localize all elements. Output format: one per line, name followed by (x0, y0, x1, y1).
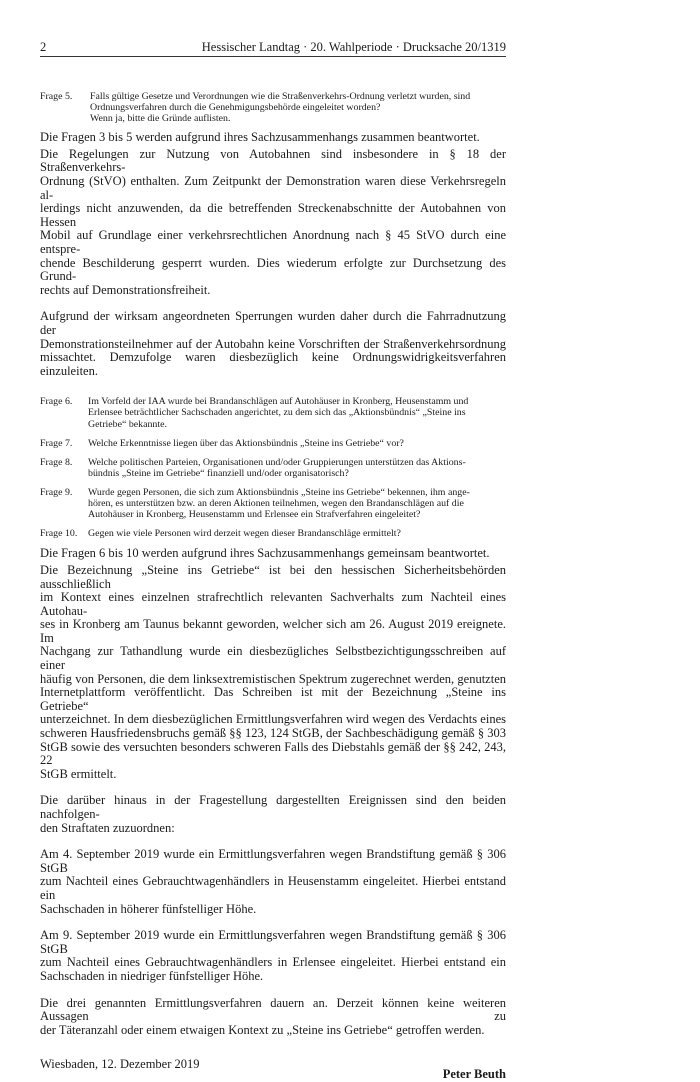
header-title: Hessischer Landtag · 20. Wahlperiode · Drucksache 20/1319 (201, 40, 506, 54)
question-line: Falls gültige Gesetze und Verordnungen wie die Straßenverkehrs-Ordnung verletzt wurden, sind (90, 91, 471, 102)
question-text: Welche Erkenntnisse liegen über das Aktionsbündnis „Steine ins Getriebe“ vor? (88, 437, 404, 449)
question-text: Welche politischen Parteien, Organisationen und/oder Gruppierungen unterstützen das Aktions- bündnis „Steine im Getriebe“ finanziell und/oder organisatorisch? (88, 456, 466, 479)
document-page (40, 38, 506, 1082)
question-label: Frage 7. (40, 437, 73, 449)
answer-6-10-paragraph-3: Am 4. September 2019 wurde ein Ermittlungsverfahren wegen Brandstiftung gemäß § 306 StGB zum Nachteil eines Gebrauchtwagenhändlers in Heusenstamm eingeleitet. Hierbei entstand ein Sachschaden in höherer fünfstelliger Höhe. (40, 847, 506, 916)
question-label: Frage 5. (40, 91, 73, 102)
answer-3-5-paragraph-2: Aufgrund der wirksam angeordneten Sperrungen wurden daher durch die Fahrradnutzung der Demonstrationsteilnehmer auf der Autobahn keine Vorschriften der Straßenverkehrsordnung missachtet. Demzufolge waren diesbezüglich keine Ordnungswidrigkeitsverfahren einzuleiten. (40, 309, 506, 378)
answer-6-10-paragraph-4: Am 9. September 2019 wurde ein Ermittlungsverfahren wegen Brandstiftung gemäß § 306 StGB zum Nachteil eines Gebrauchtwagenhändlers in Erlensee eingeleitet. Hierbei entstand ein Sachschaden in niedriger fünfstelliger Höhe. (40, 928, 506, 983)
question-line: Ordnungsverfahren durch die Genehmigungsbehörde eingeleitet worden? (90, 102, 381, 114)
question-text (90, 91, 506, 124)
answer-6-10-paragraph-1: Die Bezeichnung „Steine ins Getriebe“ ist bei den hessischen Sicherheitsbehörden ausschließlich im Kontext eines einzelnen strafrechtlich relevanten Sachverhalts zum Nachteil eines Autohau- ses in Kronberg am Taunus bekannt geworden, welcher sich am 26. August 2019 ereignete. Im Nachgang zur Tathandlung wurde ein diesbezügliches Selbstbezichtigungsschreiben auf einer häufig von Personen, die dem linksextremistischen Spektrum zugerechnet werden, genutzten Internetplattform veröffentlicht. Das Schreiben ist mit der Bezeichnung „Steine ins Getriebe“ unterzeichnet. In dem diesbezüglichen Ermittlungsverfahren wird wegen des Verdachts eines schweren Hausfriedensbruchs gemäß §§ 123, 124 StGB, der Sachbeschädigung gemäß § 303 StGB sowie des versuchten besonders schweren Falls des Diebstahls gemäß der §§ 242, 243, 22 StGB ermittelt. (40, 562, 506, 781)
question-label: Frage 6. (40, 396, 73, 408)
signatory-name: Peter Beuth (442, 1067, 506, 1082)
question-6 (40, 396, 506, 429)
question-9 (40, 487, 506, 520)
question-label: Frage 8. (40, 456, 73, 468)
question-7 (40, 438, 506, 449)
place-date: Wiesbaden, 12. Dezember 2019 (40, 1057, 200, 1072)
question-line: Wenn ja, bitte die Gründe auflisten. (90, 113, 231, 125)
question-10 (40, 528, 506, 539)
signature-block (40, 1057, 506, 1082)
question-text: Wurde gegen Personen, die sich zum Aktionsbündnis „Steine ins Getriebe“ bekennen, ihm ange- hören, es unterstützen bzw. an deren Aktionen teilnehmen, wegen den Brandanschlägen auf die Autohäuser in Kronberg, Heusenstamm und Erlensee ein Strafverfahren eingeleitet? (88, 486, 470, 521)
question-5 (40, 91, 506, 124)
answer-3-5-paragraph-1: Die Regelungen zur Nutzung von Autobahnen sind insbesondere in § 18 der Straßenverkehrs- Ordnung (StVO) enthalten. Zum Zeitpunkt der Demonstration waren diese Verkehrsregeln al- lerdings nicht anzuwenden, da die betreffenden Streckenabschnitte der Autobahnen von Hessen Mobil auf Grundlage einer verkehrsrechtlichen Anordnung nach § 45 StVO durch eine entspre- chende Beschilderung gesperrt wurden. Dies wiederum erfolgte zur Durchsetzung des Grund- rechts auf Demonstrationsfreiheit. (40, 146, 506, 297)
answer-intro-3-5: Die Fragen 3 bis 5 werden aufgrund ihres Sachzusammenhangs zusammen beantwortet. (40, 130, 480, 145)
question-text: Im Vorfeld der IAA wurde bei Brandanschlägen auf Autohäuser in Kronberg, Heusenstamm und Erlensee beträchtlicher Sachschaden angerichtet, zu dem sich das „Aktionsbündnis“ „Steine ins Getriebe“ bekannte. (88, 396, 469, 430)
question-text: Gegen wie viele Personen wird derzeit wegen dieser Brandanschläge ermittelt? (88, 528, 401, 540)
page-header (40, 38, 506, 57)
question-8 (40, 457, 506, 479)
page-number: 2 (40, 40, 47, 54)
answer-6-10-paragraph-5: Die drei genannten Ermittlungsverfahren dauern an. Derzeit können keine weiteren Aussagen zu der Täteranzahl oder einem etwaigen Kontext zu „Steine ins Getriebe“ getroffen werden. (40, 995, 506, 1037)
answer-6-10-paragraph-2: Die darüber hinaus in der Fragestellung dargestellten Ereignissen sind den beiden nachfolgen- den Straftaten zuzuordnen: (40, 793, 506, 835)
answer-intro-6-10: Die Fragen 6 bis 10 werden aufgrund ihres Sachzusammenhangs gemeinsam beantwortet. (40, 546, 490, 561)
question-label: Frage 9. (40, 486, 73, 498)
question-label: Frage 10. (40, 528, 78, 540)
